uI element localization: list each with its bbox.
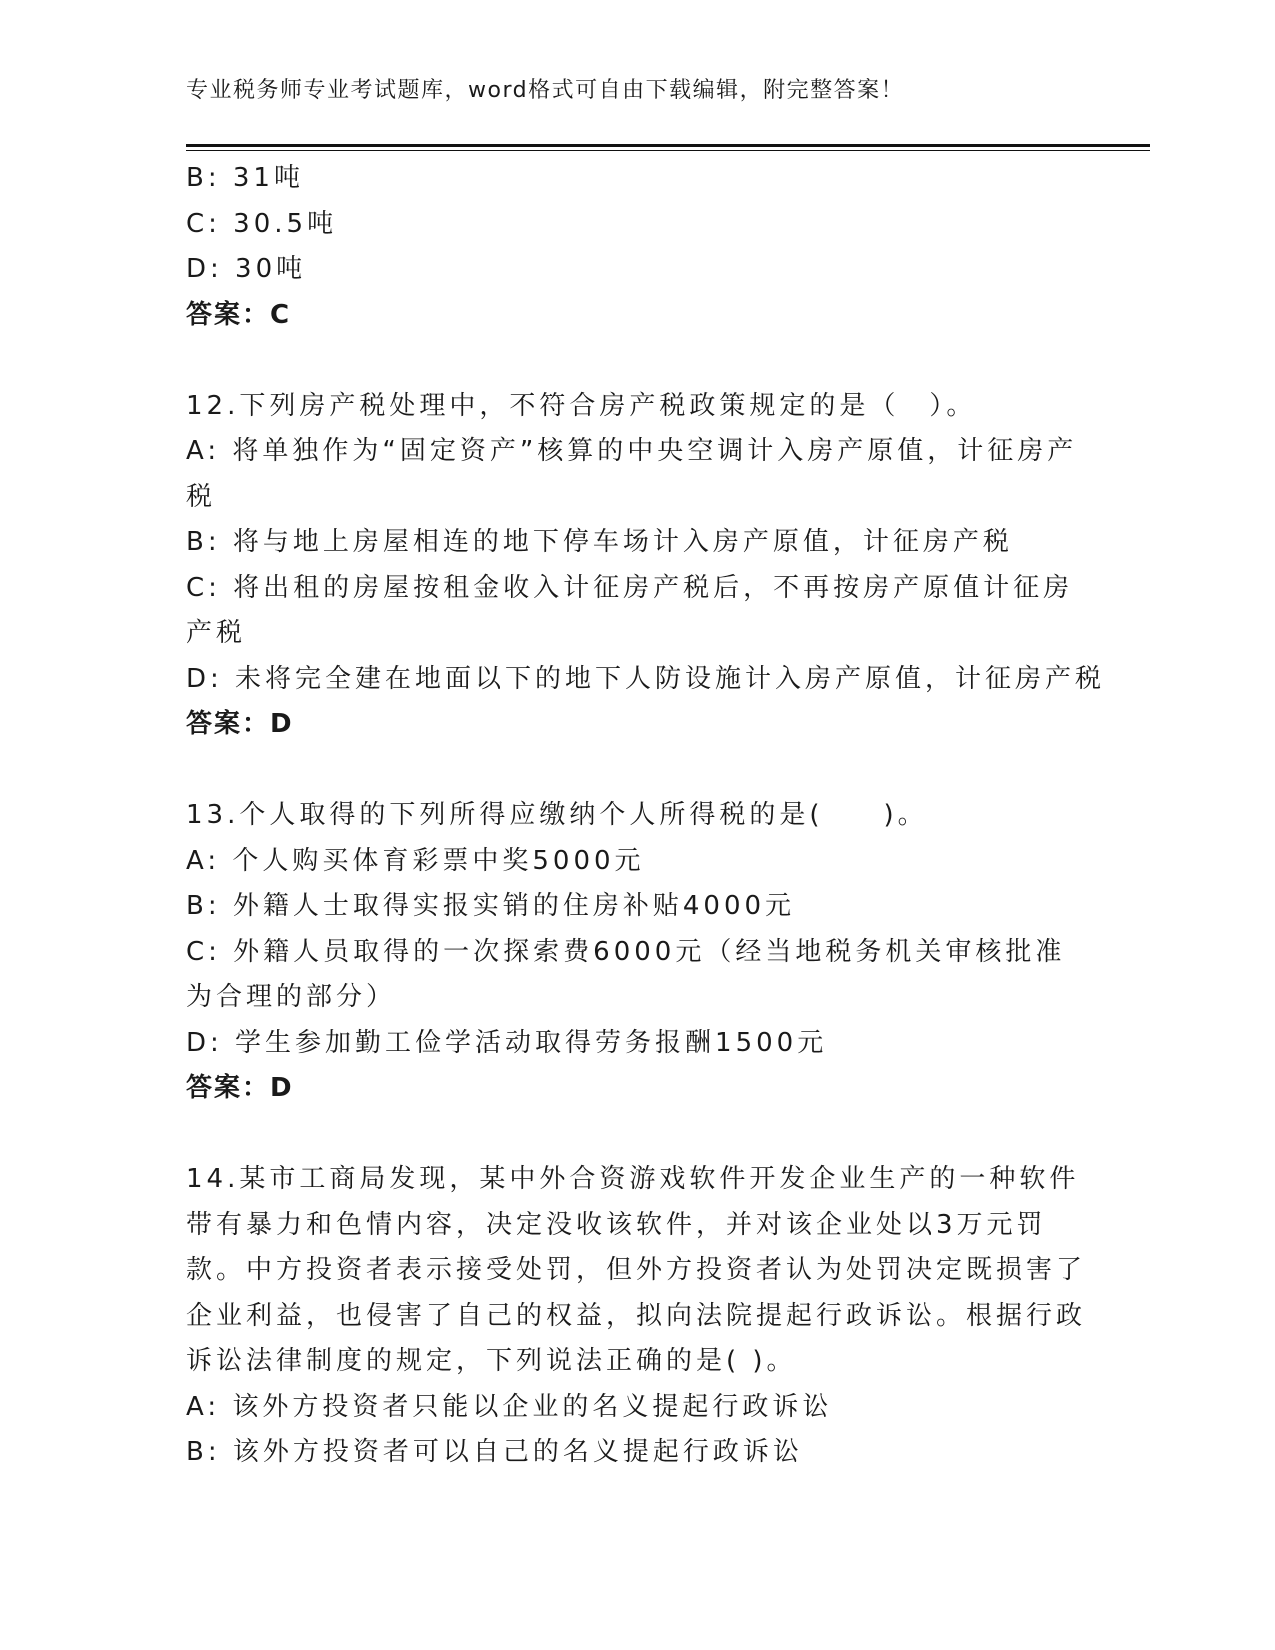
page-header: 专业税务师专业考试题库，word格式可自由下载编辑，附完整答案！ [186,78,905,103]
option-b: B: 31吨 [186,163,304,193]
option-b: B: 该外方投资者可以自己的名义提起行政诉讼 [186,1437,803,1467]
spacer [186,338,1086,384]
answer-label: 答案：C [186,299,292,330]
header-rule-thick [186,144,1150,147]
question-13 [186,793,1086,1112]
option-d: D: 学生参加勤工俭学活动取得劳务报酬1500元 [186,1027,828,1058]
question-stem: 14.某市工商局发现，某中外合资游戏软件开发企业生产的一种软件带有暴力和色情内容，决定没收该软件，并对该企业处以3万元罚款。中方投资者表示接受处罚，但外方投资者认为处罚决定既损害了企业利益，也侵害了自己的权益，拟向法院提起行政诉讼。根据行政诉讼法律制度的规定，下列说法正确的是( )。 [186,1164,1087,1376]
option-b: B: 外籍人士取得实报实销的住房补贴4000元 [186,891,796,921]
answer-label: 答案：D [186,709,294,739]
spacer [186,748,1086,794]
option-b: B: 将与地上房屋相连的地下停车场计入房产原值，计征房产税 [186,527,1013,557]
document-body [186,156,1106,1476]
question-12 [186,384,1106,748]
question-stem: 12.下列房产税处理中，不符合房产税政策规定的是（ ）。 [186,390,977,421]
option-c: C: 将出租的房屋按租金收入计征房产税后，不再按房产原值计征房产税 [186,572,1074,648]
option-a: A: 将单独作为“固定资产”核算的中央空调计入房产原值，计征房产税 [186,436,1078,512]
question-stem: 13.个人取得的下列所得应缴纳个人所得税的是( )。 [186,800,928,830]
header-rule-thin [186,150,1150,151]
option-c: C: 外籍人员取得的一次探索费6000元（经当地税务机关审核批准为合理的部分） [186,936,1066,1012]
spacer [186,1112,1086,1158]
option-c: C: 30.5吨 [186,208,338,239]
answer-label: 答案：D [186,1073,294,1103]
option-a: A: 该外方投资者只能以企业的名义提起行政诉讼 [186,1391,833,1422]
option-a: A: 个人购买体育彩票中奖5000元 [186,845,645,876]
option-d: D: 未将完全建在地面以下的地下人防设施计入房产原值，计征房产税 [186,663,1106,694]
question-14 [186,1157,1086,1476]
option-d: D: 30吨 [186,254,307,284]
